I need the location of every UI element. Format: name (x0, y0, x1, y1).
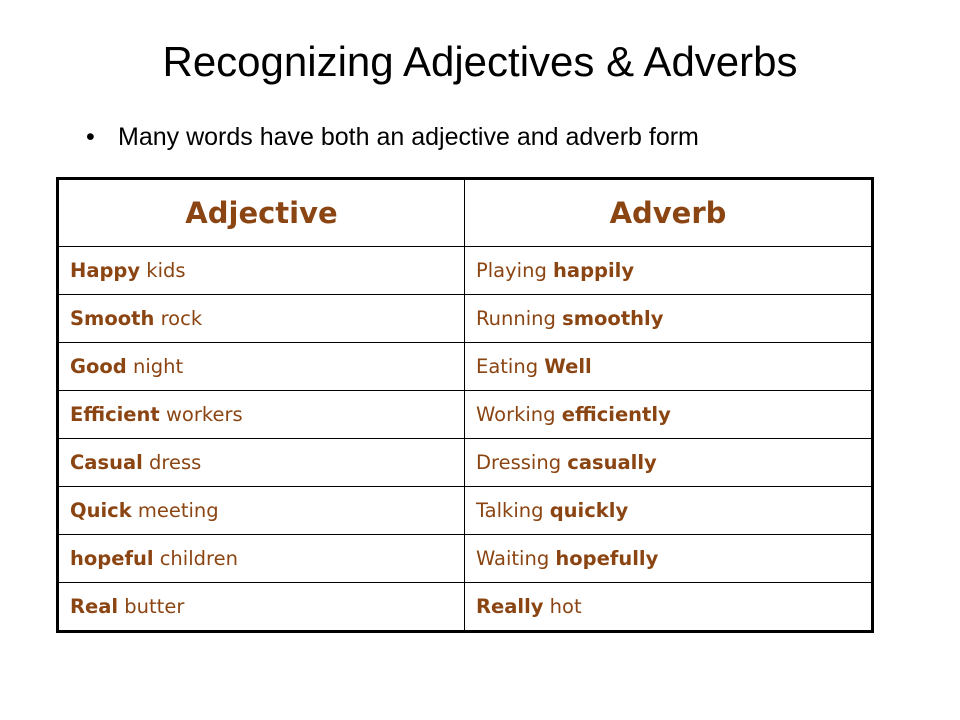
adverb-verb: Waiting (476, 547, 556, 570)
adjective-word: Real (70, 595, 119, 618)
adverb-trailing: hot (543, 595, 582, 618)
adverb-word: quickly (549, 499, 629, 522)
adjective-cell (58, 247, 465, 295)
adverb-word: hopefully (555, 547, 659, 570)
adjective-word: Quick (70, 499, 132, 522)
adjective-noun: rock (154, 307, 203, 330)
adjective-cell (58, 535, 465, 583)
header-adverb: Adverb (465, 179, 873, 247)
adverb-word: efficiently (561, 403, 671, 426)
adjective-word: hopeful (70, 547, 154, 570)
adjective-cell (58, 343, 465, 391)
bullet-item (86, 117, 699, 157)
bullet-text: Many words have both an adjective and adverb form (118, 123, 699, 151)
adverb-word: Really (476, 595, 544, 618)
adjective-word: Efficient (70, 403, 160, 426)
adverb-verb: Playing (476, 259, 554, 282)
adjective-noun: kids (140, 259, 186, 282)
adjective-cell (58, 391, 465, 439)
adverb-cell (465, 487, 873, 535)
adjective-noun: workers (159, 403, 243, 426)
adverb-word: Well (544, 355, 592, 378)
table-row (58, 487, 873, 535)
adverb-cell (465, 583, 873, 632)
adverb-verb: Working (476, 403, 562, 426)
adjective-noun: butter (118, 595, 185, 618)
slide-title: Recognizing Adjectives & Adverbs (162, 38, 798, 85)
adjective-noun: night (126, 355, 184, 378)
adjective-noun: meeting (131, 499, 219, 522)
adjective-word: Smooth (70, 307, 155, 330)
adverb-cell (465, 535, 873, 583)
adverb-verb: Running (476, 307, 563, 330)
table-row (58, 439, 873, 487)
adverb-word: happily (553, 259, 635, 282)
table-row (58, 535, 873, 583)
adjective-adverb-table (56, 177, 874, 633)
adjective-noun: children (153, 547, 238, 570)
adverb-word: smoothly (562, 307, 664, 330)
adjective-noun: dress (142, 451, 202, 474)
adverb-word: casually (567, 451, 657, 474)
adjective-word: Happy (70, 259, 141, 282)
adjective-cell (58, 583, 465, 632)
adverb-verb: Eating (476, 355, 545, 378)
header-adjective: Adjective (58, 179, 465, 247)
adverb-verb: Talking (476, 499, 550, 522)
table-row (58, 583, 873, 632)
adjective-word: Casual (70, 451, 143, 474)
table-header-row (58, 179, 873, 247)
adverb-verb: Dressing (476, 451, 568, 474)
table-row (58, 247, 873, 295)
adverb-cell (465, 247, 873, 295)
adverb-cell (465, 343, 873, 391)
adjective-cell (58, 439, 465, 487)
adverb-cell (465, 295, 873, 343)
adjective-word: Good (70, 355, 127, 378)
table-row (58, 295, 873, 343)
adjective-cell (58, 487, 465, 535)
table-row (58, 343, 873, 391)
adverb-cell (465, 391, 873, 439)
bullet-icon: • (86, 123, 95, 151)
table-row (58, 391, 873, 439)
adjective-cell (58, 295, 465, 343)
adverb-cell (465, 439, 873, 487)
